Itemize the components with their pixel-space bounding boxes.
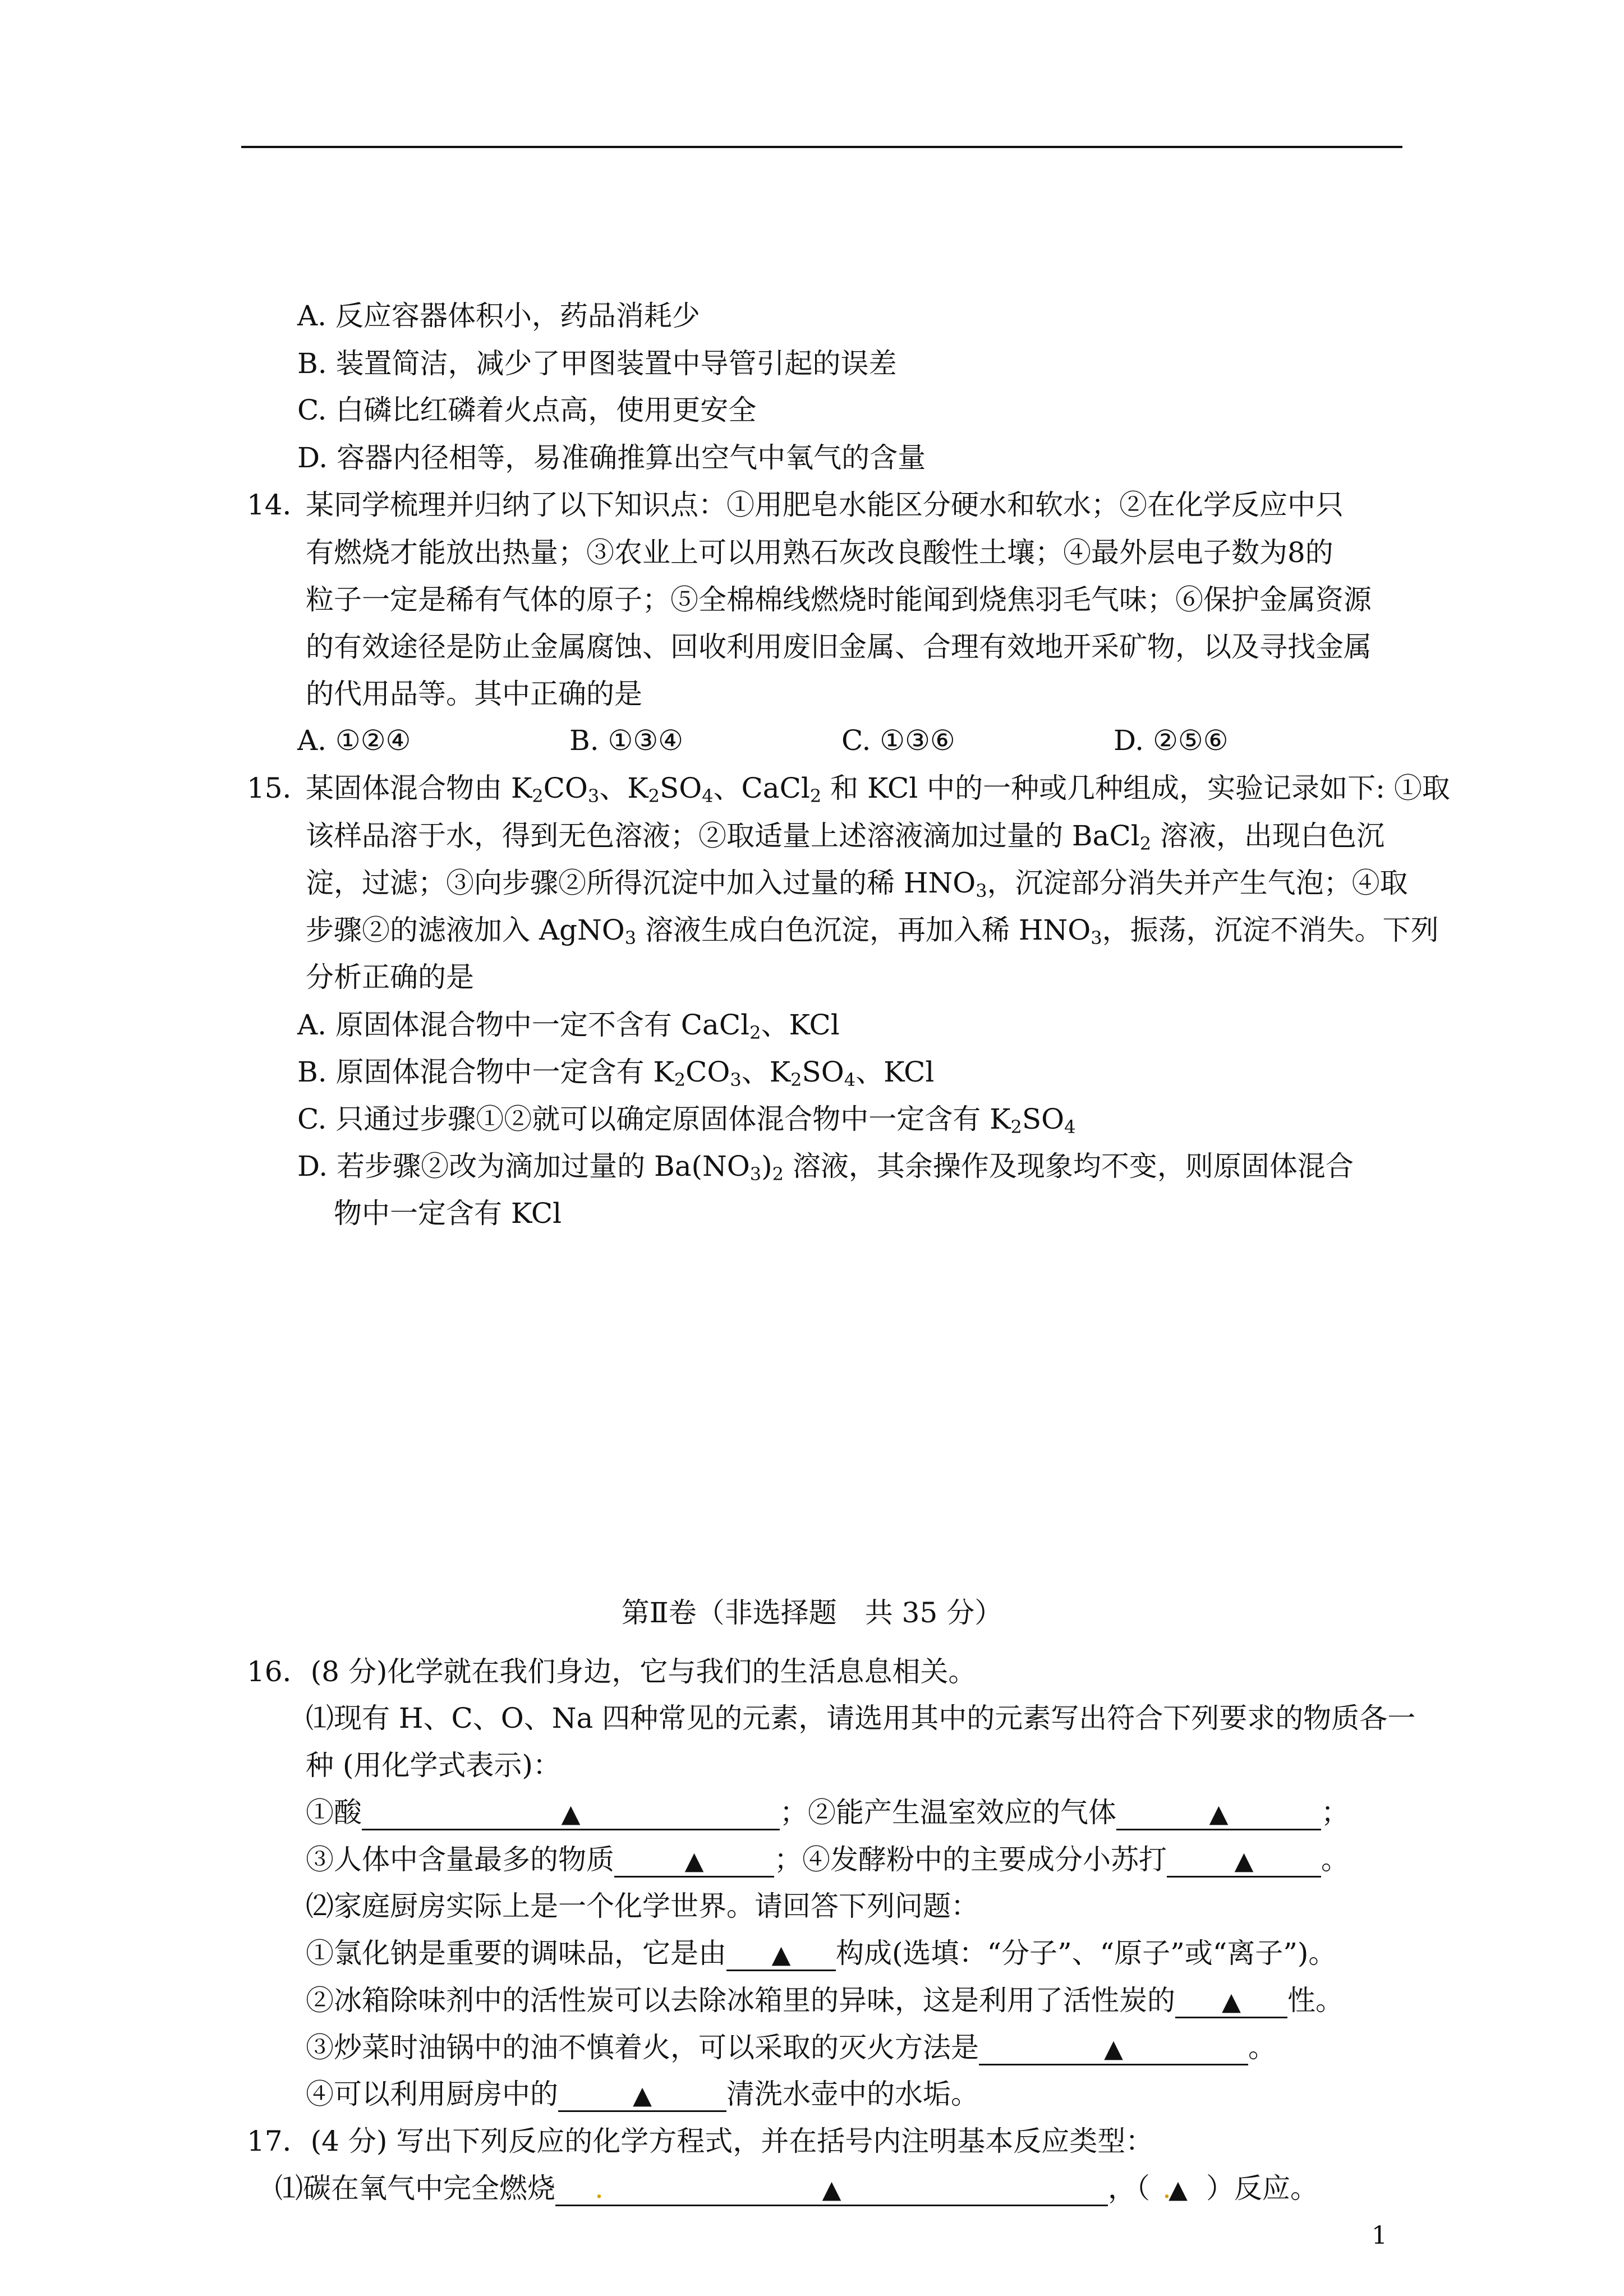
q15-number: 15．: [247, 772, 311, 804]
q15-option-d-line-2: 物中一定含有 KCl: [334, 1197, 562, 1230]
q14-choice-a: A. ①②④: [297, 724, 411, 757]
q16-part2-line-1: ⑵家庭厨房实际上是一个化学世界。请回答下列问题：: [306, 1890, 979, 1922]
header-rule: [241, 146, 1402, 148]
triangle-icon: ▲: [1209, 1800, 1229, 1828]
q14-choice-c: C. ①③⑥: [841, 724, 955, 757]
q16-part1-line-2: 种 (用化学式表示)：: [306, 1749, 561, 1782]
q13-option-b: B. 装置简洁，减少了甲图装置中导管引起的误差: [297, 347, 897, 380]
answer-blank[interactable]: [555, 2173, 1108, 2206]
q16-part2-row-3: ③炒菜时油锅中的油不慎着火，可以采取的灭火方法是 ▲ 。: [306, 2031, 1276, 2065]
answer-blank[interactable]: [1175, 1985, 1287, 2018]
q16-row-2: ③人体中含量最多的物质 ▲ ；④发酵粉中的主要成分小苏打 ▲ 。: [306, 1843, 1349, 1878]
stray-dot: .: [595, 2172, 604, 2205]
q13-option-a: A. 反应容器体积小，药品消耗少: [297, 300, 700, 332]
q13-option-c: C. 白磷比红磷着火点高，使用更安全: [297, 394, 757, 426]
q14-choices: [297, 724, 1386, 757]
triangle-icon: ▲: [684, 1847, 704, 1875]
answer-blank[interactable]: [726, 1938, 836, 1971]
q15-line-1: 某固体混合物由 $K_2CO_3$、$K_2SO_4$、CaCl$_2$ 和 KCl 中的一种或几种组成，实验记录如下: ①取: [306, 772, 1450, 807]
q17-heading: 17．(4 分) 写出下列反应的化学方程式，并在括号内注明基本反应类型：: [247, 2125, 1154, 2157]
answer-blank[interactable]: [614, 1844, 774, 1878]
answer-blank[interactable]: [362, 1797, 780, 1830]
triangle-icon: ▲: [1104, 2035, 1123, 2063]
page-number: 1: [1372, 2221, 1387, 2250]
q16-part1-line-1: ⑴现有 H、C、O、Na 四种常见的元素，请选用其中的元素写出符合下列要求的物质各一: [306, 1702, 1416, 1734]
q16-part2-row-2: ②冰箱除味剂中的活性炭可以去除冰箱里的异味，这是利用了活性炭的 ▲ 性。: [306, 1984, 1344, 2018]
triangle-icon: ▲: [1168, 2175, 1188, 2204]
triangle-icon: ▲: [771, 1940, 791, 1969]
q14-line-5: 的代用品等。其中正确的是: [306, 678, 642, 710]
stray-dot: .: [1162, 2172, 1171, 2205]
q15-line-4: 步骤②的滤液加入 AgNO$_3$ 溶液生成白色沉淀，再加入稀 $HNO_3$，振荡，沉淀不消失。下列: [306, 914, 1439, 949]
q14-line-2: 有燃烧才能放出热量；③农业上可以用熟石灰改良酸性土壤；④最外层电子数为8的: [306, 536, 1333, 569]
q16-heading: 16．(8 分)化学就在我们身边，它与我们的生活息息相关。: [247, 1655, 977, 1688]
triangle-icon: ▲: [633, 2081, 652, 2110]
q14-line-4: 的有效途径是防止金属腐蚀、回收利用废旧金属、合理有效地开采矿物，以及寻找金属: [306, 631, 1372, 663]
q14-number: 14．: [247, 489, 311, 521]
q14-line-1: 某同学梳理并归纳了以下知识点：①用肥皂水能区分硬水和软水；②在化学反应中只: [306, 489, 1344, 521]
q15-option-c: C. 只通过步骤①②就可以确定原固体混合物中一定含有 $K_2SO_4$: [297, 1103, 1076, 1138]
triangle-icon: ▲: [1234, 1847, 1254, 1875]
answer-blank[interactable]: [1150, 2171, 1206, 2207]
triangle-icon: ▲: [1222, 1987, 1241, 2016]
q14-line-3: 粒子一定是稀有气体的原子；⑤全棉棉线燃烧时能闻到烧焦羽毛气味；⑥保护金属资源: [306, 583, 1372, 616]
q16-part2-row-4: ④可以利用厨房中的 ▲ 清洗水壶中的水垢。: [306, 2077, 979, 2112]
q17-row-1: ⑴碳在氧气中完全燃烧 . ▲ ，（ . ▲ ）反应。: [275, 2171, 1318, 2207]
q13-option-d: D. 容器内径相等，易准确推算出空气中氧气的含量: [297, 441, 926, 474]
q15-line-3: 淀，过滤；③向步骤②所得沉淀中加入过量的稀 $HNO_3$，沉淀部分消失并产生气泡；④取: [306, 867, 1408, 901]
triangle-icon: ▲: [822, 2175, 841, 2204]
answer-blank[interactable]: [1167, 1844, 1321, 1878]
q16-row-1: ①酸 ▲ ；②能产生温室效应的气体 ▲ ；: [306, 1796, 1349, 1830]
q15-option-b: B. 原固体混合物中一定含有 $K_2CO_3$、$K_2SO_4$、KCl: [297, 1056, 935, 1091]
q16-part2-row-1: ①氯化钠是重要的调味品，它是由 ▲ 构成(选填：“分子”、“原子”或“离子”)。: [306, 1936, 1336, 1971]
q15-option-a: A. 原固体混合物中一定不含有 CaCl$_2$、KCl: [297, 1009, 840, 1043]
q15-option-d: D. 若步骤②改为滴加过量的 $Ba(NO_3)_2$ 溶液，其余操作及现象均不变，则原固体混合: [297, 1150, 1354, 1185]
q14-choice-b: B. ①③④: [569, 724, 684, 757]
q14-choice-d: D. ②⑤⑥: [1114, 724, 1229, 757]
answer-blank[interactable]: [558, 2079, 726, 2112]
q15-line-5: 分析正确的是: [306, 961, 474, 993]
answer-blank[interactable]: [979, 2032, 1248, 2065]
section-title: 第Ⅱ卷（非选择题 共 35 分）: [621, 1596, 1003, 1629]
answer-blank[interactable]: [1116, 1797, 1321, 1830]
triangle-icon: ▲: [561, 1800, 581, 1828]
q15-line-2: 该样品溶于水，得到无色溶液；②取适量上述溶液滴加过量的 BaCl$_2$ 溶液，出现白色沉: [306, 820, 1384, 854]
